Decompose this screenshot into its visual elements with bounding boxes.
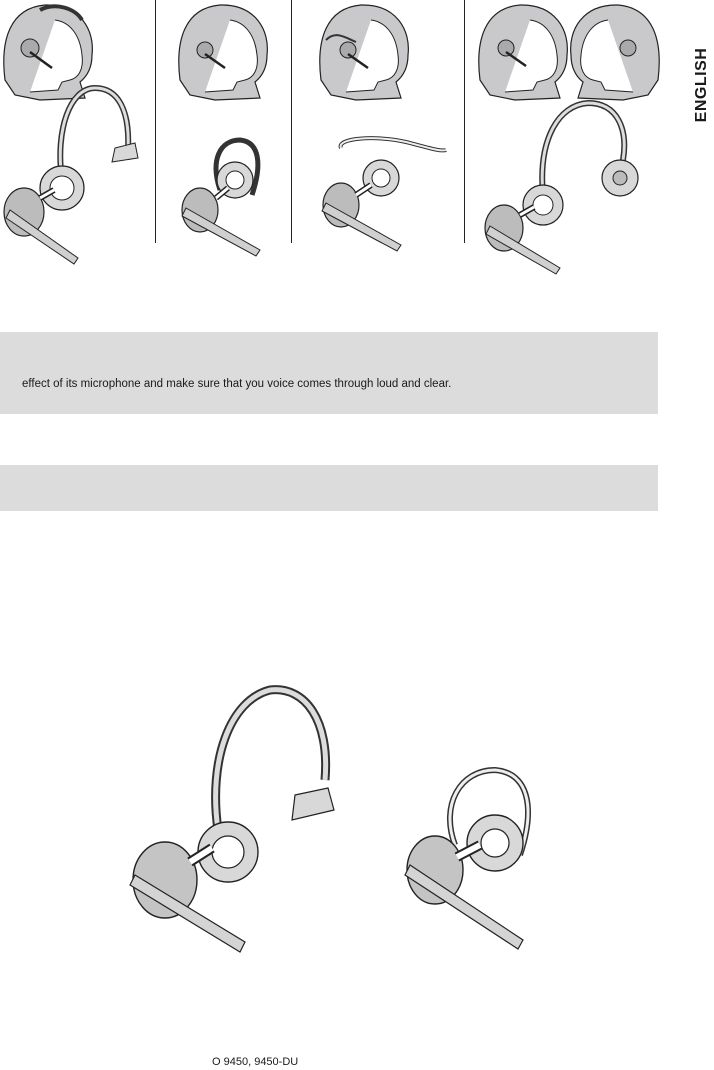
headset-earhook-icon bbox=[160, 0, 290, 265]
microphone-note-text: effect of its microphone and make sure that you voice comes through loud and clear. bbox=[22, 378, 452, 390]
microphone-note bbox=[0, 332, 658, 414]
headset-earhook-large-icon bbox=[405, 765, 555, 955]
headset-neckband-icon bbox=[296, 0, 462, 265]
headset-duo-icon bbox=[468, 0, 668, 280]
note-box bbox=[0, 465, 658, 511]
footer-model-numbers: O 9450, 9450-DU bbox=[212, 1056, 299, 1068]
language-tab bbox=[690, 40, 714, 130]
column-divider bbox=[464, 0, 465, 243]
language-tab-label: ENGLISH bbox=[693, 47, 710, 123]
column-divider bbox=[291, 0, 292, 243]
headset-headband-icon bbox=[0, 0, 155, 265]
headset-headband-large-icon bbox=[130, 680, 350, 960]
column-divider bbox=[155, 0, 156, 243]
